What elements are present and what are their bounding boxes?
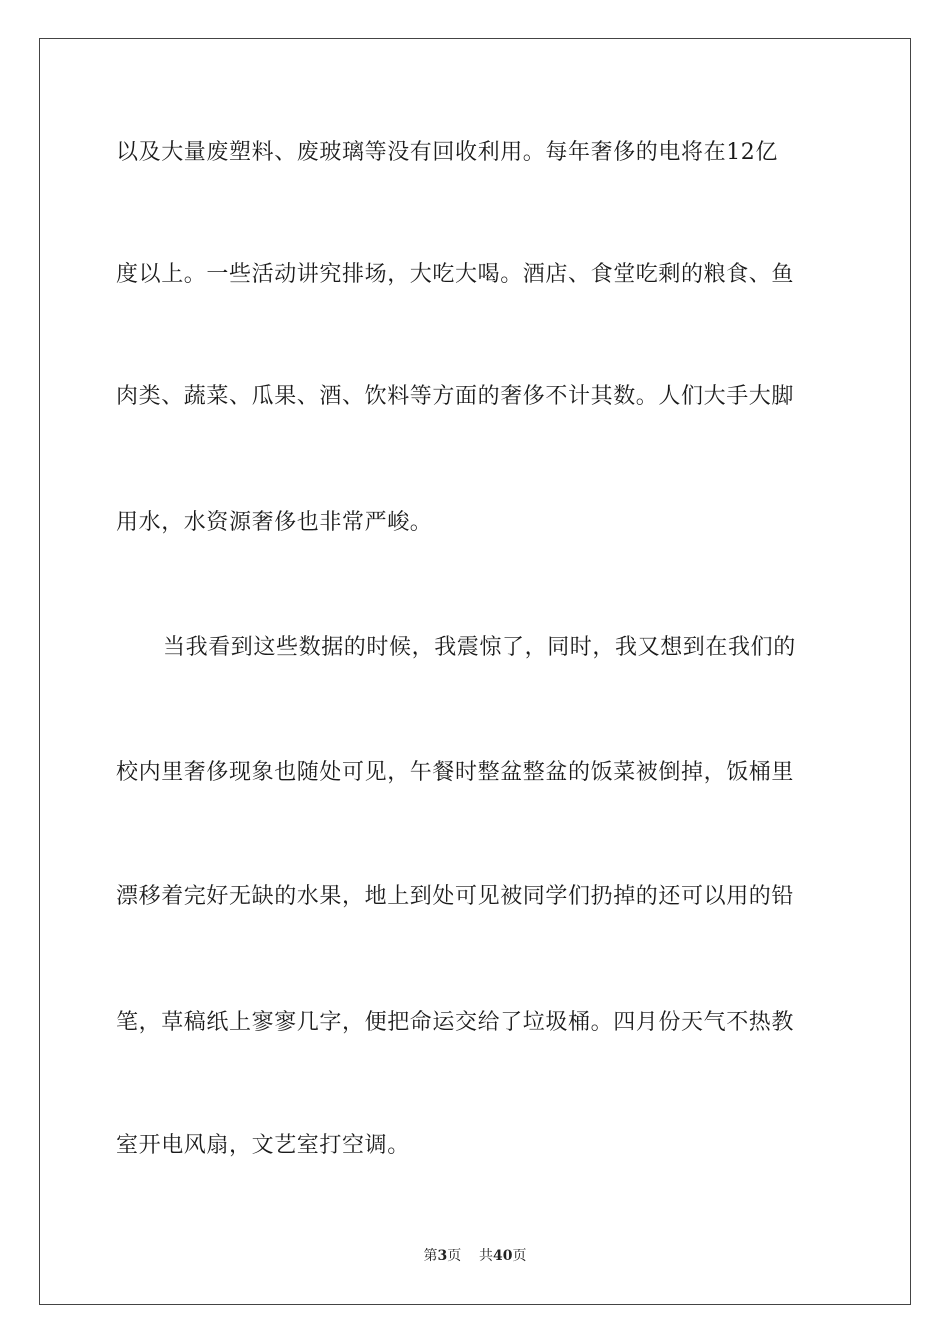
total-pages: 40 xyxy=(493,1248,513,1264)
text-line-3: 肉类、蔬菜、瓜果、酒、饮料等方面的奢侈不计其数。人们大手大脚 xyxy=(116,384,795,409)
page-footer xyxy=(0,1246,950,1266)
text-line-4: 用水，水资源奢侈也非常严峻。 xyxy=(116,510,433,535)
page-border xyxy=(39,38,911,1305)
text-line-5: 当我看到这些数据的时候，我震惊了，同时，我又想到在我们的 xyxy=(163,635,796,660)
page-suffix: 页 xyxy=(447,1248,462,1264)
text-line-1: 以及大量废塑料、废玻璃等没有回收利用。每年奢侈的电将在12亿 xyxy=(116,140,778,165)
page-prefix: 第 xyxy=(423,1248,438,1264)
total-suffix: 页 xyxy=(512,1248,527,1264)
text-line-7: 漂移着完好无缺的水果，地上到处可见被同学们扔掉的还可以用的铅 xyxy=(116,884,795,909)
text-line-6: 校内里奢侈现象也随处可见，午餐时整盆整盆的饭菜被倒掉，饭桶里 xyxy=(116,760,795,785)
total-prefix: 共 xyxy=(479,1248,494,1264)
text-line-9: 室开电风扇，文艺室打空调。 xyxy=(116,1133,410,1158)
text-line-2: 度以上。一些活动讲究排场，大吃大喝。酒店、食堂吃剩的粮食、鱼 xyxy=(116,262,795,287)
text-line-8: 笔，草稿纸上寥寥几字，便把命运交给了垃圾桶。四月份天气不热教 xyxy=(116,1010,795,1035)
page-number: 3 xyxy=(437,1248,448,1264)
